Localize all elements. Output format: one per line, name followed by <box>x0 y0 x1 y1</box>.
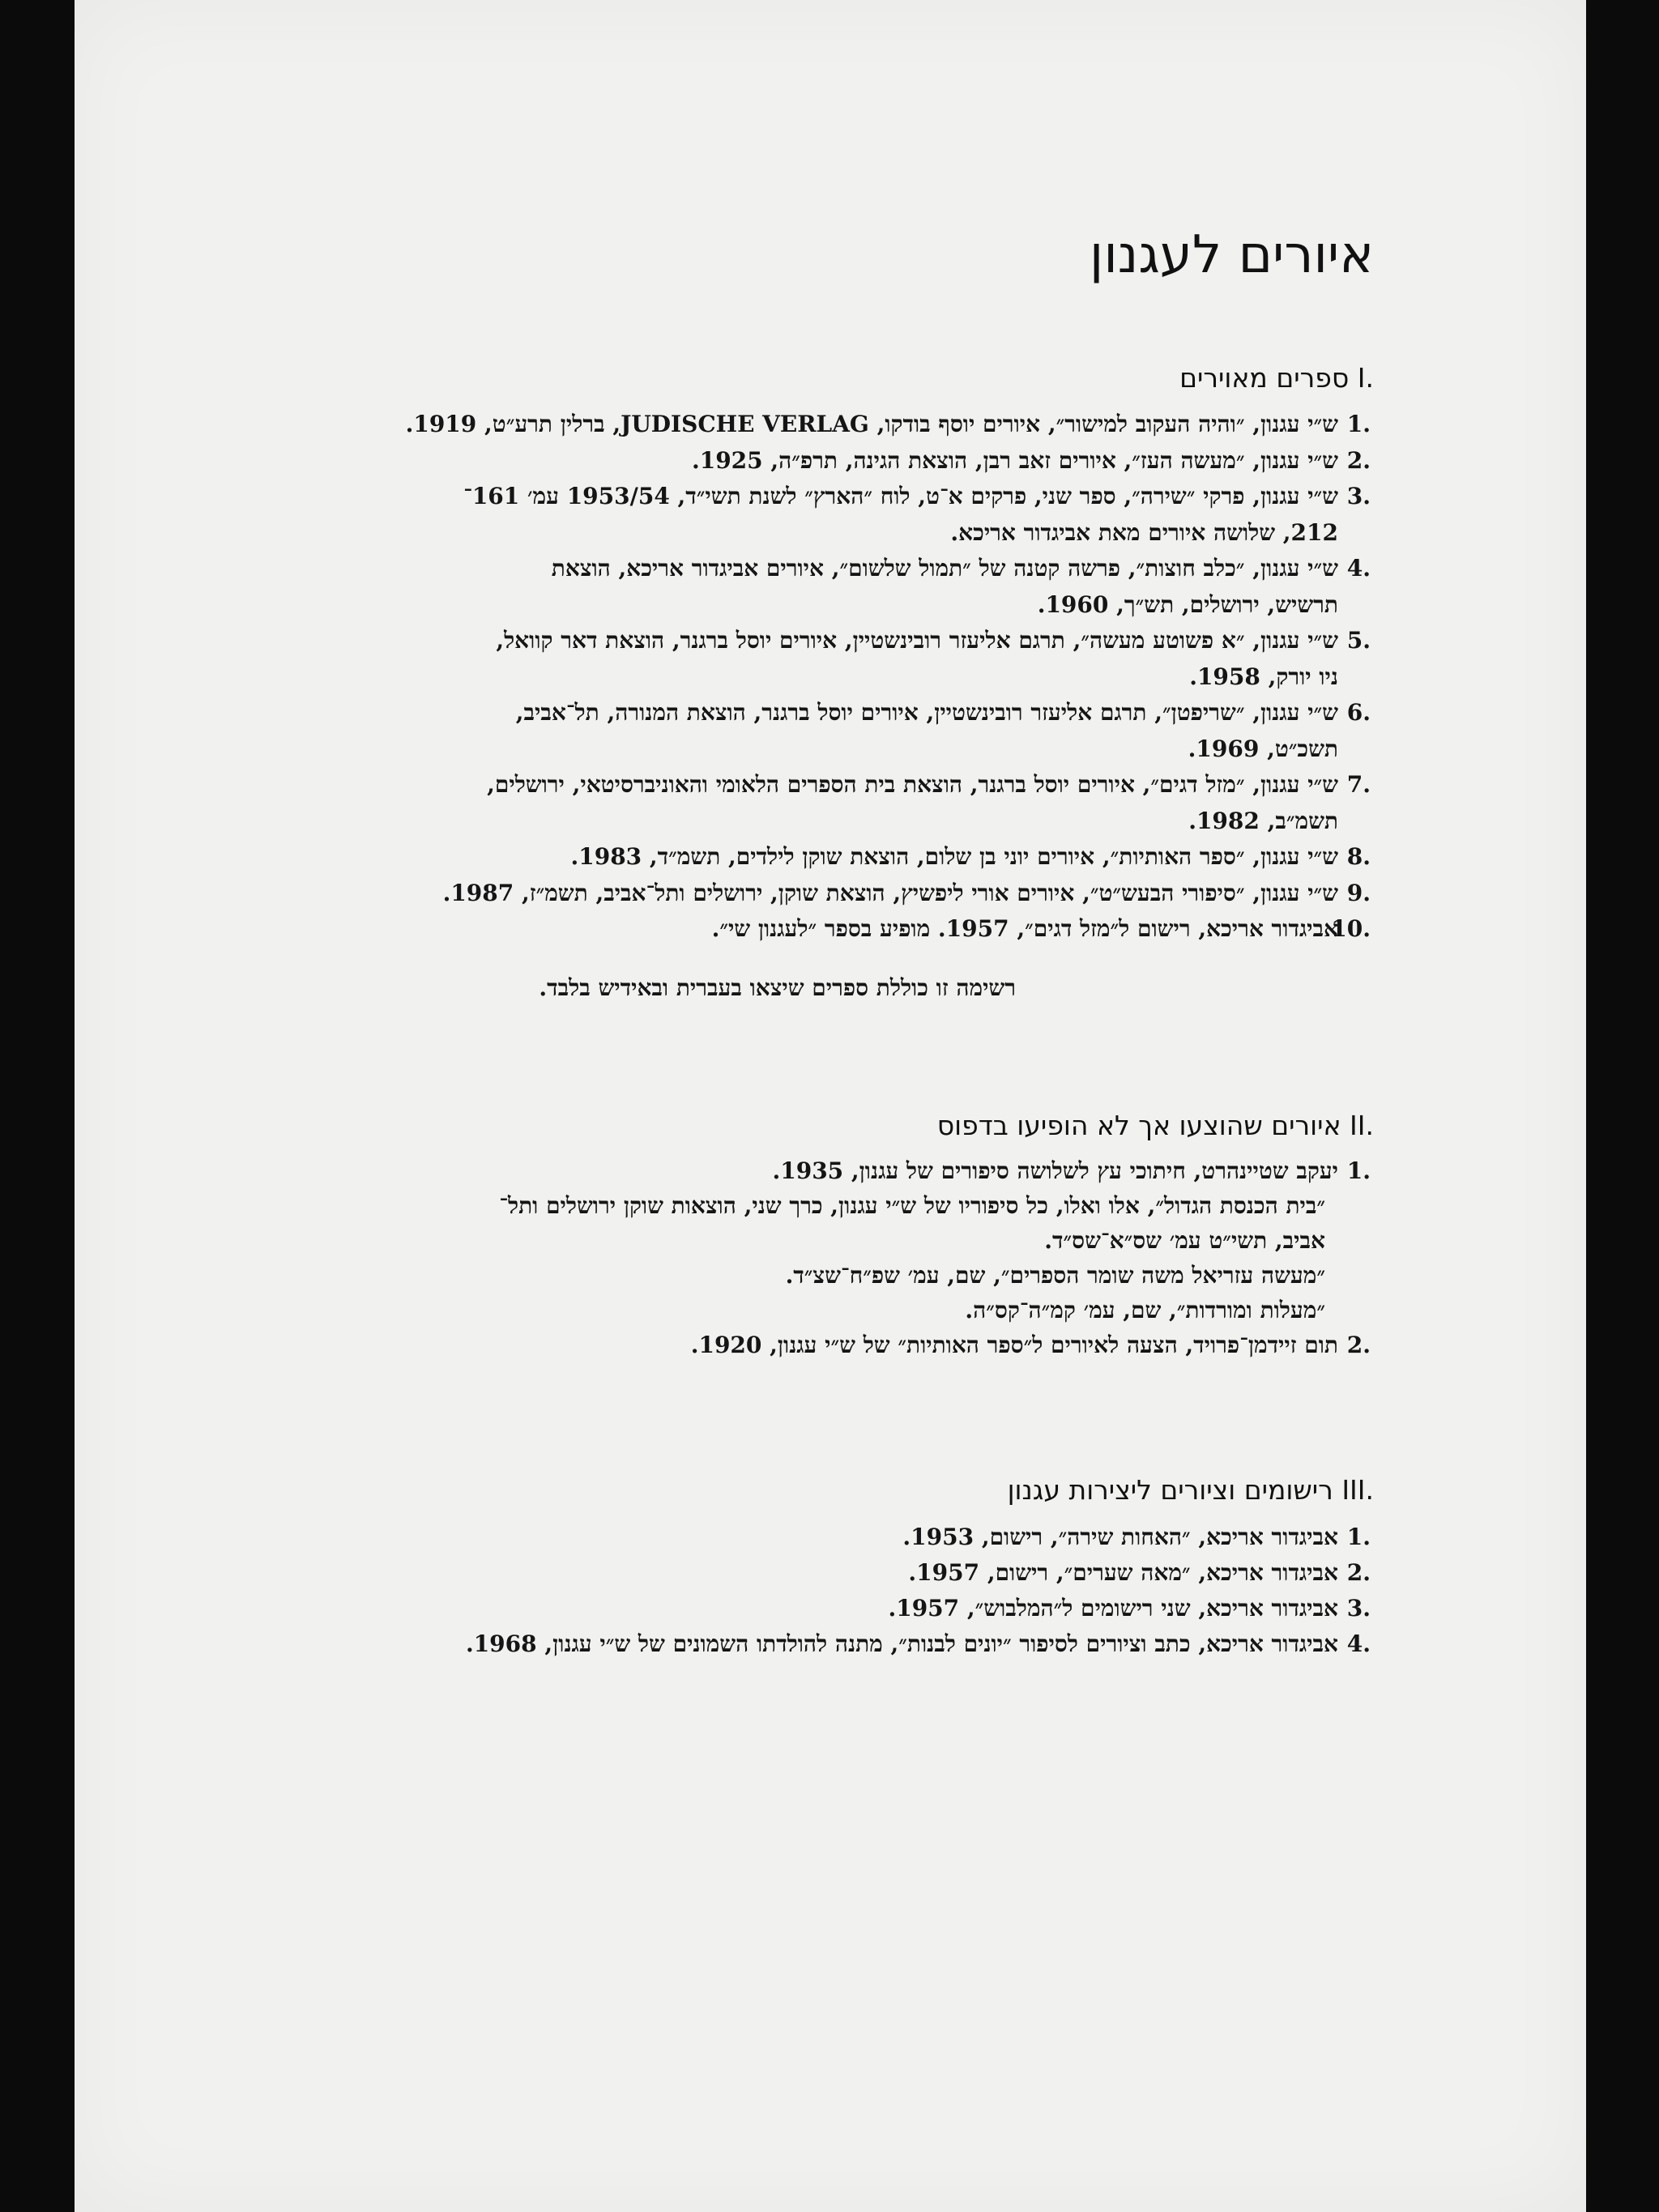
item-number: 4. <box>1346 1630 1371 1657</box>
item-text-continued: 212, שלושה איורים מאת אביגדור אריכא. <box>950 518 1338 546</box>
item-subline: ״בית הכנסת הגדול״, אלו ואלו, כל סיפוריו של ש״י עגנון, כרך שני, הוצאות שוקן ירושלים ותל־ <box>499 1192 1325 1219</box>
page-title: איורים לעגנון <box>1089 225 1374 285</box>
item-text: ש״י עגנון, ״סיפורי הבעש״ט״, איורים אורי ליפשיץ, הוצאת שוקן, ירושלים ותל־אביב, תשמ״ז, 1987. <box>442 879 1338 906</box>
item-text: תום זיידמן־פרויד, הצעה לאיורים ל״ספר האותיות״ של ש״י עגנון, 1920. <box>690 1332 1338 1358</box>
item-number: 3. <box>1346 483 1371 509</box>
section-1-note: רשימה זו כוללת ספרים שיצאו בעברית ובאידיש בלבד. <box>539 974 1016 1001</box>
section-2-title: איורים שהוצעו אך לא הופיעו בדפוס <box>936 1110 1341 1141</box>
list-item <box>75 1519 1371 1555</box>
item-text: ש״י עגנון, ״כלב חוצות״, פרשה קטנה של ״תמול שלשום״, איורים אביגדור אריכא, הוצאת <box>551 555 1338 582</box>
item-number: 2. <box>1346 446 1371 474</box>
section-2-numeral: II. <box>1350 1110 1374 1141</box>
item-text: אביגדור אריכא, שני רישומים ל״המלבוש״, 1957. <box>888 1595 1338 1622</box>
item-number: 1. <box>1346 1524 1371 1550</box>
list-item <box>75 1153 1371 1328</box>
item-text: יעקב שטיינהרט, חיתוכי עץ לשלושה סיפורים של עגנון, 1935. <box>772 1157 1338 1184</box>
section-1-numeral: I. <box>1357 362 1374 394</box>
item-text: ש״י עגנון, ״מעשה העז״, איורים זאב רבן, הוצאת הגינה, תרפ״ה, 1925. <box>691 446 1338 474</box>
item-text: ש״י עגנון, ״א פשוטע מעשה״, תרגם אליעזר רובינשטיין, איורים יוסל ברגנר, הוצאת דאר קוואל, <box>496 627 1338 654</box>
section-2-heading <box>937 1110 1374 1141</box>
item-number: 7. <box>1346 771 1371 798</box>
item-text: ש״י עגנון, פרקי ״שירה״, ספר שני, פרקים א־ט, לוח ״הארץ״ לשנת תשי״ד, 1953/54 עמ׳ 161־ <box>463 483 1338 509</box>
item-text-continued: תשכ״ט, 1969. <box>1188 735 1338 762</box>
item-number: 1. <box>1346 1157 1371 1184</box>
item-number: 2. <box>1346 1559 1371 1586</box>
list-item <box>75 479 1371 551</box>
document-page <box>75 0 1586 2212</box>
section-3-title: רישומים וציורים ליצירות עגנון <box>1007 1474 1333 1506</box>
item-subline: אביב, תשי״ט עמ׳ שס״א־שס״ד. <box>1044 1227 1325 1254</box>
item-subline: ״מעשה עזריאל משה שומר הספרים״, שם, עמ׳ שפ״ח־שצ״ד. <box>785 1262 1325 1289</box>
section-1-list <box>75 407 1371 948</box>
item-text-continued: ניו יורק, 1958. <box>1189 663 1338 690</box>
list-item <box>75 623 1371 695</box>
list-item <box>75 839 1371 876</box>
list-item <box>75 1591 1371 1626</box>
item-text: ש״י עגנון, ״מזל דגים״, איורים יוסל ברגנר, הוצאת בית הספרים הלאומי והאוניברסיטאי, ירושלים, <box>487 771 1338 798</box>
item-number: 2. <box>1346 1332 1371 1358</box>
list-item <box>75 1555 1371 1591</box>
item-number: 3. <box>1346 1595 1371 1622</box>
item-text: אביגדור אריכא, ״האחות שירה״, רישום, 1953. <box>902 1524 1338 1550</box>
list-item <box>75 1328 1371 1362</box>
item-subline: ״מעלות ומורדות״, שם, עמ׳ קמ״ה־קס״ה. <box>965 1297 1325 1323</box>
list-item <box>75 407 1371 443</box>
section-3-heading <box>1008 1474 1374 1506</box>
item-number: 9. <box>1346 879 1371 906</box>
item-text-continued: תרשיש, ירושלים, תש״ך, 1960. <box>1037 590 1338 618</box>
item-text: ש״י עגנון, ״שריפטן״, תרגם אליעזר רובינשטיין, איורים יוסל ברגנר, הוצאת המנורה, תל־אביב, <box>515 699 1338 726</box>
list-item <box>75 911 1371 948</box>
item-text: אביגדור אריכא, כתב וציורים לסיפור ״יונים לבנות״, מתנה להולדתו השמונים של ש״י עגנון, 1968. <box>465 1630 1338 1657</box>
item-text: אביגדור אריכא, רישום ל״מזל דגים״, 1957. מופיע בספר ״לעגנון שי״. <box>711 915 1338 942</box>
section-1-heading <box>1179 362 1374 394</box>
item-number: 1. <box>1346 411 1371 437</box>
list-item <box>75 551 1371 623</box>
item-text: ש״י עגנון, ״והיה העקוב למישור״, איורים יוסף בודקו, JUDISCHE VERLAG, ברלין תרע״ט, 1919. <box>405 411 1338 437</box>
section-3-list <box>75 1519 1371 1662</box>
item-text-continued: תשמ״ב, 1982. <box>1188 807 1338 834</box>
item-text: ש״י עגנון, ״ספר האותיות״, איורים יוני בן שלום, הוצאת שוקן לילדים, תשמ״ד, 1983. <box>570 843 1338 870</box>
item-number: 4. <box>1346 555 1371 582</box>
list-item <box>75 767 1371 839</box>
item-number: 6. <box>1346 699 1371 726</box>
list-item <box>75 443 1371 479</box>
section-3-numeral: III. <box>1341 1474 1374 1506</box>
item-number: 5. <box>1346 627 1371 654</box>
list-item <box>75 1626 1371 1662</box>
item-text: אביגדור אריכא, ״מאה שערים״, רישום, 1957. <box>908 1559 1338 1586</box>
item-number: 10. <box>1331 915 1371 942</box>
section-1-title: ספרים מאוירים <box>1179 362 1350 394</box>
section-2-list <box>75 1153 1371 1362</box>
list-item <box>75 876 1371 912</box>
list-item <box>75 695 1371 767</box>
item-number: 8. <box>1346 843 1371 870</box>
